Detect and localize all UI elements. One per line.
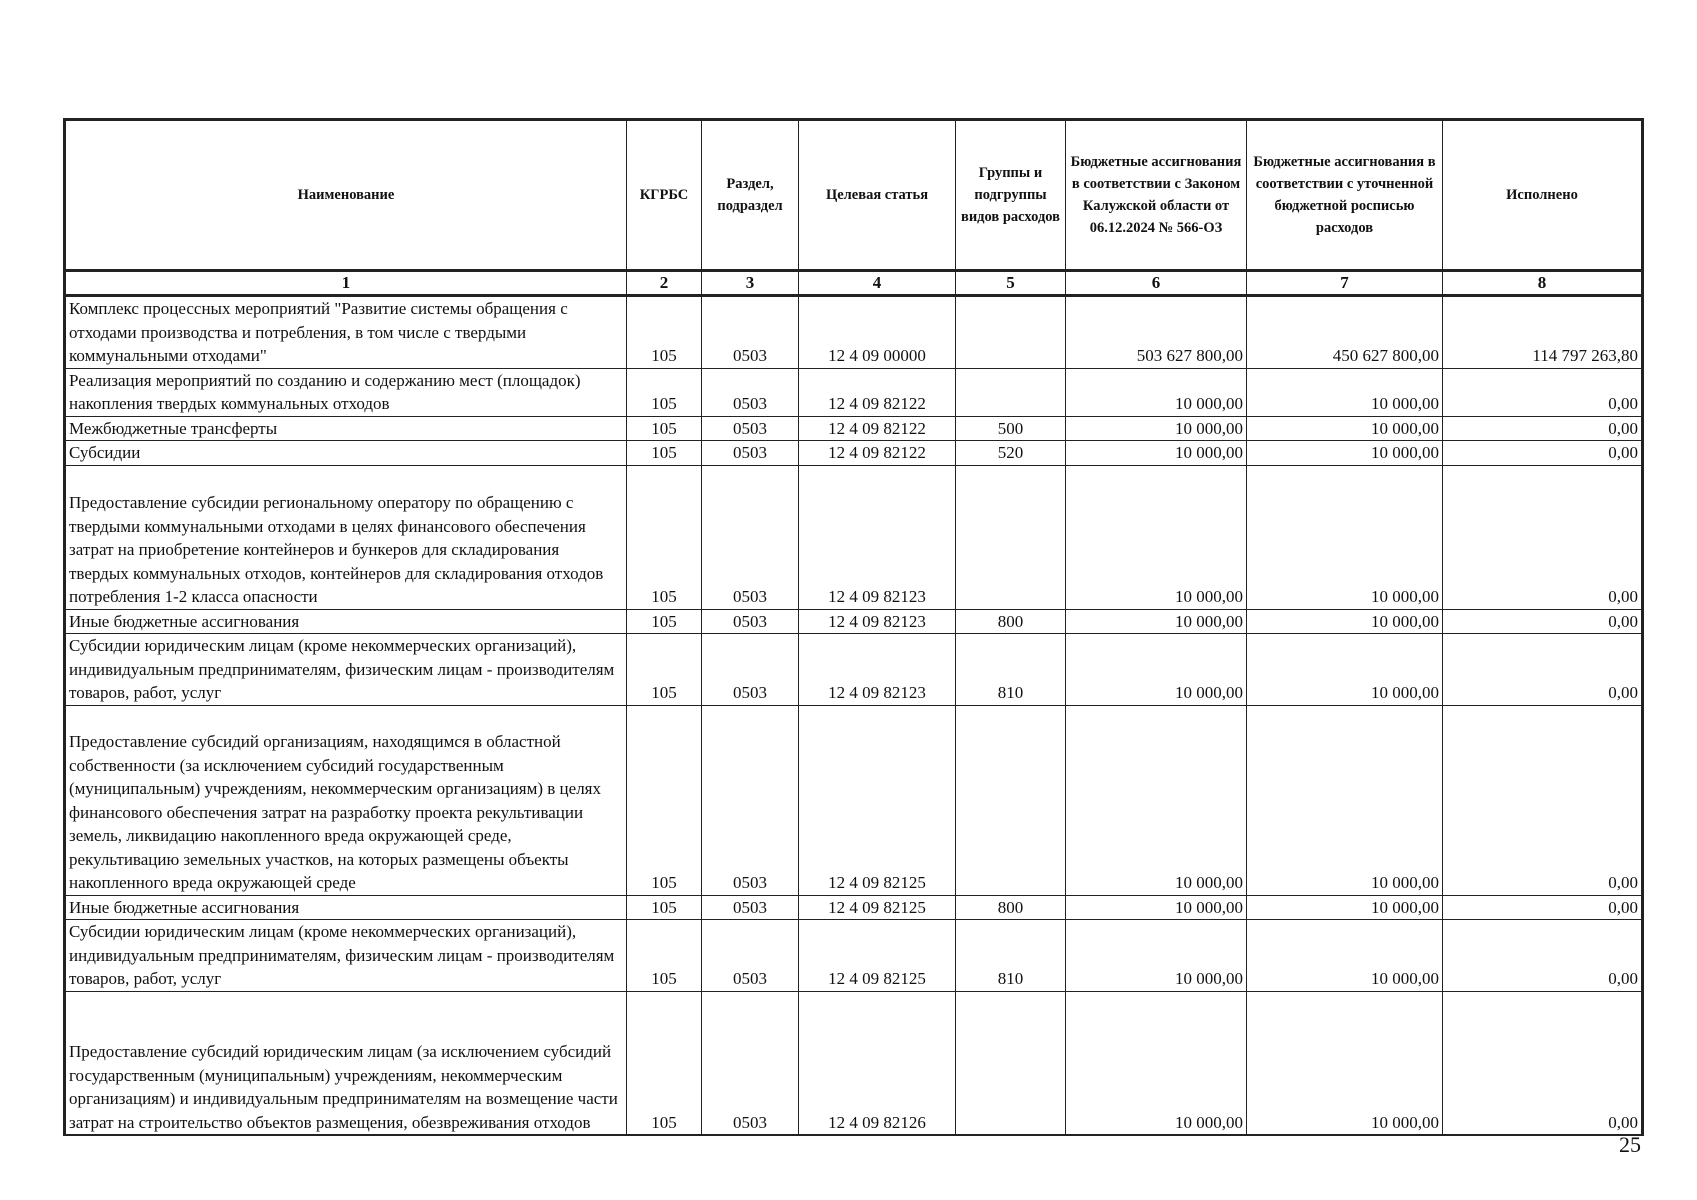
- header-kgrbs: КГРБС: [627, 120, 702, 271]
- row-expense-group: 520: [956, 441, 1066, 466]
- row-law-allocation: 10 000,00: [1066, 465, 1247, 609]
- row-roster-allocation: 10 000,00: [1247, 416, 1443, 441]
- row-target-article: 12 4 09 82123: [799, 634, 956, 706]
- table-row: [65, 465, 1643, 609]
- column-number: 8: [1443, 271, 1643, 296]
- table-row: [65, 609, 1643, 634]
- row-kgrbs: 105: [627, 465, 702, 609]
- row-law-allocation: 503 627 800,00: [1066, 296, 1247, 369]
- header-roster-allocation: Бюджетные ассигнования в соответствии с уточненной бюджетной росписью расходов: [1247, 120, 1443, 271]
- row-expense-group: 800: [956, 609, 1066, 634]
- row-executed: 0,00: [1443, 465, 1643, 609]
- row-section: 0503: [702, 296, 799, 369]
- row-name: Субсидии: [65, 441, 627, 466]
- row-section: 0503: [702, 920, 799, 992]
- row-kgrbs: 105: [627, 609, 702, 634]
- row-name: Комплекс процессных мероприятий "Развитие системы обращения с отходами производства и потребления, в том числе с твердыми коммунальными отходами": [65, 296, 627, 369]
- row-name: Предоставление субсидий организациям, находящимся в областной собственности (за исключением субсидий государственным (муниципальным) учреждениям, некоммерческим организациям) в целях финансового обеспечения затрат на разработку проекта рекультивации земель, ликвидацию накопленного вреда окружающей среде, рекультивацию земельных участков, на которых размещены объекты накопленного вреда окружающей среде: [65, 705, 627, 895]
- row-section: 0503: [702, 465, 799, 609]
- row-law-allocation: 10 000,00: [1066, 920, 1247, 992]
- row-expense-group: 800: [956, 895, 1066, 920]
- table-header-row: [65, 120, 1643, 271]
- row-expense-group: [956, 991, 1066, 1135]
- row-roster-allocation: 10 000,00: [1247, 705, 1443, 895]
- row-law-allocation: 10 000,00: [1066, 634, 1247, 706]
- table-row: [65, 416, 1643, 441]
- row-roster-allocation: 10 000,00: [1247, 441, 1443, 466]
- table-row: [65, 368, 1643, 416]
- row-executed: 0,00: [1443, 895, 1643, 920]
- row-law-allocation: 10 000,00: [1066, 441, 1247, 466]
- table-row: [65, 634, 1643, 706]
- column-number: 7: [1247, 271, 1443, 296]
- row-section: 0503: [702, 416, 799, 441]
- row-kgrbs: 105: [627, 634, 702, 706]
- row-executed: 0,00: [1443, 705, 1643, 895]
- row-section: 0503: [702, 705, 799, 895]
- document-sheet: [63, 118, 1641, 1136]
- table-row: [65, 991, 1643, 1135]
- row-expense-group: [956, 368, 1066, 416]
- row-kgrbs: 105: [627, 895, 702, 920]
- row-expense-group: [956, 465, 1066, 609]
- column-number: 5: [956, 271, 1066, 296]
- row-kgrbs: 105: [627, 416, 702, 441]
- row-executed: 0,00: [1443, 441, 1643, 466]
- row-executed: 0,00: [1443, 416, 1643, 441]
- page-number: 25: [1619, 1132, 1641, 1157]
- row-name: Субсидии юридическим лицам (кроме некоммерческих организаций), индивидуальным предпринимателям, физическим лицам - производителям товаров, работ, услуг: [65, 634, 627, 706]
- budget-execution-table: [63, 118, 1644, 1136]
- row-expense-group: [956, 705, 1066, 895]
- row-kgrbs: 105: [627, 296, 702, 369]
- row-section: 0503: [702, 991, 799, 1135]
- row-target-article: 12 4 09 82122: [799, 416, 956, 441]
- row-name: Предоставление субсидий юридическим лицам (за исключением субсидий государственным (муниципальным) учреждениям, некоммерческим организациям) и индивидуальным предпринимателям на возмещение части затрат на строительство объектов размещения, обезвреживания отходов: [65, 991, 627, 1135]
- table-row: [65, 441, 1643, 466]
- row-expense-group: [956, 296, 1066, 369]
- row-kgrbs: 105: [627, 920, 702, 992]
- row-section: 0503: [702, 634, 799, 706]
- header-section: Раздел, подраздел: [702, 120, 799, 271]
- row-target-article: 12 4 09 82125: [799, 705, 956, 895]
- row-roster-allocation: 10 000,00: [1247, 368, 1443, 416]
- table-body: [65, 296, 1643, 1136]
- row-expense-group: 810: [956, 634, 1066, 706]
- row-roster-allocation: 10 000,00: [1247, 991, 1443, 1135]
- row-law-allocation: 10 000,00: [1066, 368, 1247, 416]
- row-executed: 0,00: [1443, 920, 1643, 992]
- table-row: [65, 296, 1643, 369]
- row-target-article: 12 4 09 82123: [799, 609, 956, 634]
- row-kgrbs: 105: [627, 991, 702, 1135]
- row-target-article: 12 4 09 82125: [799, 920, 956, 992]
- column-number-row: [65, 271, 1643, 296]
- row-roster-allocation: 450 627 800,00: [1247, 296, 1443, 369]
- row-section: 0503: [702, 441, 799, 466]
- table-row: [65, 705, 1643, 895]
- row-expense-group: 810: [956, 920, 1066, 992]
- row-roster-allocation: 10 000,00: [1247, 609, 1443, 634]
- row-target-article: 12 4 09 82122: [799, 368, 956, 416]
- row-expense-group: 500: [956, 416, 1066, 441]
- row-roster-allocation: 10 000,00: [1247, 920, 1443, 992]
- row-name: Предоставление субсидии региональному оператору по обращению с твердыми коммунальными отходами в целях финансового обеспечения затрат на приобретение контейнеров и бункеров для складирования твердых коммунальных отходов, контейнеров для складирования отходов потребления 1-2 класса опасности: [65, 465, 627, 609]
- row-target-article: 12 4 09 82126: [799, 991, 956, 1135]
- row-target-article: 12 4 09 82125: [799, 895, 956, 920]
- row-executed: 114 797 263,80: [1443, 296, 1643, 369]
- column-number: 1: [65, 271, 627, 296]
- row-section: 0503: [702, 895, 799, 920]
- table-row: [65, 920, 1643, 992]
- column-number: 2: [627, 271, 702, 296]
- row-executed: 0,00: [1443, 609, 1643, 634]
- row-name: Иные бюджетные ассигнования: [65, 609, 627, 634]
- header-executed: Исполнено: [1443, 120, 1643, 271]
- row-executed: 0,00: [1443, 991, 1643, 1135]
- row-target-article: 12 4 09 82122: [799, 441, 956, 466]
- row-kgrbs: 105: [627, 705, 702, 895]
- row-section: 0503: [702, 609, 799, 634]
- row-target-article: 12 4 09 82123: [799, 465, 956, 609]
- row-section: 0503: [702, 368, 799, 416]
- column-number: 6: [1066, 271, 1247, 296]
- row-name: Субсидии юридическим лицам (кроме некоммерческих организаций), индивидуальным предпринимателям, физическим лицам - производителям товаров, работ, услуг: [65, 920, 627, 992]
- header-target-article: Целевая статья: [799, 120, 956, 271]
- row-name: Иные бюджетные ассигнования: [65, 895, 627, 920]
- row-target-article: 12 4 09 00000: [799, 296, 956, 369]
- header-expense-group: Группы и подгруппы видов расходов: [956, 120, 1066, 271]
- row-law-allocation: 10 000,00: [1066, 895, 1247, 920]
- row-law-allocation: 10 000,00: [1066, 416, 1247, 441]
- row-law-allocation: 10 000,00: [1066, 609, 1247, 634]
- header-law-allocation: Бюджетные ассигнования в соответствии с Законом Калужской области от 06.12.2024 № 566-ОЗ: [1066, 120, 1247, 271]
- table-row: [65, 895, 1643, 920]
- row-kgrbs: 105: [627, 441, 702, 466]
- header-name: Наименование: [65, 120, 627, 271]
- row-law-allocation: 10 000,00: [1066, 705, 1247, 895]
- row-roster-allocation: 10 000,00: [1247, 465, 1443, 609]
- row-executed: 0,00: [1443, 368, 1643, 416]
- column-number: 3: [702, 271, 799, 296]
- column-number: 4: [799, 271, 956, 296]
- row-law-allocation: 10 000,00: [1066, 991, 1247, 1135]
- row-kgrbs: 105: [627, 368, 702, 416]
- row-name: Межбюджетные трансферты: [65, 416, 627, 441]
- row-roster-allocation: 10 000,00: [1247, 895, 1443, 920]
- row-name: Реализация мероприятий по созданию и содержанию мест (площадок) накопления твердых коммунальных отходов: [65, 368, 627, 416]
- row-executed: 0,00: [1443, 634, 1643, 706]
- row-roster-allocation: 10 000,00: [1247, 634, 1443, 706]
